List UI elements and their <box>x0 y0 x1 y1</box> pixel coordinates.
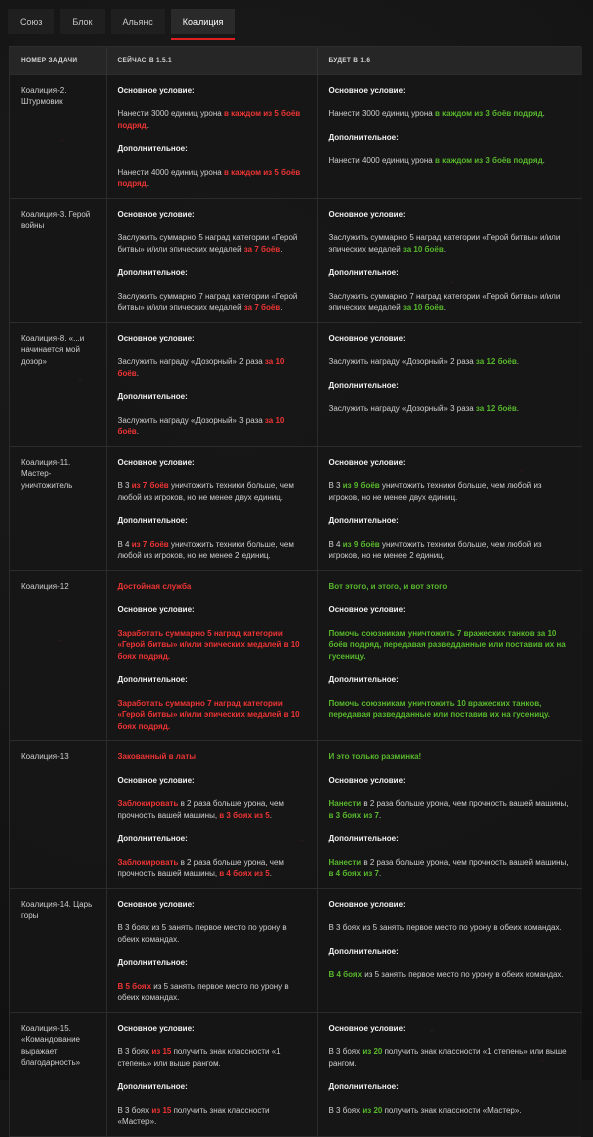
spacer <box>118 821 307 833</box>
condition-text <box>118 981 307 1004</box>
text-segment: Дополнительное: <box>117 958 188 967</box>
spacer <box>329 503 573 515</box>
text-segment: получить знак классности «1 степень» или выше рангом. <box>328 1047 567 1068</box>
task-name: Коалиция-8. «...и начинается мой дозор» <box>10 322 106 446</box>
spacer <box>329 934 573 946</box>
spacer <box>329 368 573 380</box>
spacer <box>329 957 573 969</box>
spacer <box>118 379 307 391</box>
spacer <box>329 821 573 833</box>
task-name: Коалиция-12 <box>10 570 106 741</box>
table-header-row <box>10 47 582 74</box>
text-segment: Дополнительное: <box>117 392 188 401</box>
text-segment: . <box>443 303 446 312</box>
spacer <box>118 344 307 356</box>
condition-text <box>118 922 307 945</box>
text-segment: Основное условие: <box>328 775 406 785</box>
highlight-text: Закованный в латы <box>117 752 197 761</box>
spacer <box>329 1093 573 1105</box>
text-segment: получить знак классности «Мастер». <box>382 1105 522 1115</box>
spacer <box>329 96 573 108</box>
table-row <box>10 322 582 446</box>
condition-text <box>118 857 307 880</box>
condition-label <box>329 946 573 958</box>
spacer <box>329 468 573 480</box>
spacer <box>118 131 307 143</box>
new-conditions <box>317 570 582 741</box>
tab-2[interactable]: Альянс <box>111 9 165 34</box>
highlight-text: Помочь союзникам уничтожить 7 вражеских танков за 10 боёв подряд, передавая разведданные или поставив их на гусеницу. <box>328 628 566 661</box>
text-segment: Дополнительное: <box>328 946 399 956</box>
condition-label <box>329 1081 573 1093</box>
text-segment: Заслужить суммарно 5 наград категории «Герой битвы» и/или эпических медалей <box>117 233 298 254</box>
tab-bar <box>8 9 235 41</box>
highlight-text: за 7 боёв <box>243 303 281 312</box>
text-segment: Заслужить награду «Дозорный» 2 раза <box>328 357 476 366</box>
text-segment: из 5 занять первое место по урону в обеих командах. <box>117 981 289 1002</box>
text-segment: Нанести 3000 единиц урона <box>328 109 435 118</box>
text-segment: Нанести 4000 единиц урона <box>328 156 435 165</box>
condition-label <box>329 775 573 787</box>
text-segment: В 3 боях <box>117 1047 152 1056</box>
text-segment: Заслужить суммарно 7 наград категории «Герой битвы» и/или эпических медалей <box>328 291 561 312</box>
text-segment: Нанести 4000 единиц урона <box>117 167 224 177</box>
text-segment: Основное условие: <box>117 457 195 467</box>
highlight-text: Заблокировать <box>117 799 179 808</box>
spacer <box>118 468 307 480</box>
text-segment: В 4 <box>117 539 132 549</box>
condition-label <box>118 775 307 787</box>
text-segment: Дополнительное: <box>328 1082 399 1091</box>
spacer <box>329 910 573 922</box>
spacer <box>118 503 307 515</box>
spacer <box>118 279 307 291</box>
spacer <box>118 616 307 628</box>
text-segment: В 3 боях из 5 занять первое место по урону в обеих командах. <box>328 923 562 932</box>
condition-text <box>118 232 307 255</box>
tab-0[interactable]: Союз <box>8 9 54 34</box>
highlight-text: В 5 боях <box>117 981 152 991</box>
highlight-text: за 10 боёв <box>402 303 444 312</box>
condition-text <box>118 167 307 190</box>
spacer <box>329 344 573 356</box>
condition-label <box>118 143 307 155</box>
spacer <box>118 786 307 798</box>
spacer <box>118 527 307 539</box>
condition-label <box>329 209 573 221</box>
condition-label <box>329 85 573 97</box>
spacer <box>118 969 307 981</box>
text-segment: Основное условие: <box>117 605 195 614</box>
spacer <box>329 592 573 604</box>
current-conditions <box>106 198 317 322</box>
condition-label <box>329 674 573 686</box>
highlight-text: в 3 боях из 5 <box>219 810 270 820</box>
new-conditions <box>317 1012 582 1136</box>
text-segment: В 3 боях <box>328 1047 363 1056</box>
condition-text <box>118 581 307 593</box>
condition-label <box>118 1081 307 1093</box>
table-row <box>10 1012 582 1136</box>
condition-text <box>118 291 307 314</box>
highlight-text: в 4 боях из 7 <box>328 869 379 878</box>
header-now: СЕЙЧАС В 1.5.1 <box>106 47 317 74</box>
condition-text <box>329 403 573 415</box>
condition-text <box>118 1105 307 1128</box>
condition-label <box>118 604 307 616</box>
highlight-text: в каждом из 3 боёв подряд <box>434 156 543 165</box>
text-segment: из 5 занять первое место по урону в обеих командах. <box>362 970 564 979</box>
condition-label <box>118 1023 307 1035</box>
text-segment: в 2 раза больше урона, чем прочность вашей машины, <box>361 799 569 808</box>
spacer <box>329 1069 573 1081</box>
text-segment: Основное условие: <box>117 899 195 909</box>
spacer <box>329 143 573 155</box>
spacer <box>329 1034 573 1046</box>
text-segment: получить знак классности «Мастер». <box>117 1105 270 1126</box>
text-segment: Дополнительное: <box>117 675 188 684</box>
condition-text <box>329 232 573 255</box>
text-segment: получить знак классности «1 степень» или выше рангом. <box>117 1047 281 1068</box>
highlight-text: из 20 <box>362 1105 383 1115</box>
condition-text <box>329 108 573 120</box>
text-segment: Основное условие: <box>328 605 406 614</box>
spacer <box>329 391 573 403</box>
text-segment: . <box>516 404 520 413</box>
highlight-text: за 12 боёв <box>475 357 517 366</box>
spacer <box>118 592 307 604</box>
text-segment: уничтожить техники больше, чем любой из игроков, но не менее двух единиц. <box>328 481 542 502</box>
text-segment: Заслужить суммарно 7 наград категории «Герой битвы» и/или эпических медалей <box>117 291 298 312</box>
condition-label <box>118 209 307 221</box>
condition-text <box>329 581 573 593</box>
highlight-text: Заблокировать <box>117 857 179 867</box>
text-segment: . <box>136 368 139 378</box>
current-conditions <box>106 570 317 741</box>
condition-text <box>118 698 307 733</box>
spacer <box>118 220 307 232</box>
highlight-text: Нанести <box>328 799 362 808</box>
table-row <box>10 888 582 1012</box>
spacer <box>118 155 307 167</box>
current-conditions <box>106 322 317 446</box>
condition-text <box>329 751 573 763</box>
condition-text <box>329 922 573 934</box>
condition-label <box>118 457 307 469</box>
condition-label <box>118 267 307 279</box>
text-segment: Основное условие: <box>328 899 406 909</box>
highlight-text: в 3 боях из 7 <box>328 810 379 820</box>
tab-3[interactable]: Коалиция <box>171 9 236 34</box>
text-segment: Дополнительное: <box>117 144 188 153</box>
condition-label <box>329 457 573 469</box>
text-segment: В 4 <box>328 539 343 549</box>
new-conditions <box>317 198 582 322</box>
condition-text <box>118 628 307 663</box>
highlight-text: из 7 боёв <box>131 539 169 549</box>
condition-label <box>118 391 307 403</box>
condition-text <box>329 698 573 721</box>
text-segment: Основное условие: <box>117 209 195 219</box>
spacer <box>118 763 307 775</box>
text-segment: . <box>542 156 545 165</box>
current-conditions <box>106 446 317 570</box>
table-row <box>10 446 582 570</box>
text-segment: Дополнительное: <box>328 380 399 390</box>
current-conditions <box>106 1012 317 1136</box>
text-segment: уничтожить техники больше, чем любой из игроков, но не менее 2 единиц. <box>117 539 294 560</box>
text-segment: Дополнительное: <box>328 132 399 142</box>
condition-text <box>118 356 307 379</box>
text-segment: . <box>269 869 272 878</box>
table-row <box>10 741 582 889</box>
text-segment: Основное условие: <box>328 333 406 343</box>
spacer <box>118 686 307 698</box>
spacer <box>118 845 307 857</box>
text-segment: Заслужить награду «Дозорный» 2 раза <box>117 357 265 366</box>
highlight-text: Заработать суммарно 7 наград категории «Герой битвы» и/или эпических медалей в 10 боях подряд. <box>117 698 300 731</box>
condition-label <box>329 333 573 345</box>
task-name: Коалиция-13 <box>10 741 106 889</box>
highlight-text: Вот этого, и этого, и вот этого <box>328 581 448 591</box>
table-row <box>10 570 582 741</box>
text-segment: . <box>269 810 272 820</box>
text-segment: уничтожить техники больше, чем любой из игроков, но не менее 2 единиц. <box>328 539 542 560</box>
text-segment: Дополнительное: <box>117 834 188 843</box>
new-conditions <box>317 74 582 198</box>
condition-label <box>329 132 573 144</box>
highlight-text: за 10 боёв <box>402 244 444 254</box>
condition-text <box>329 480 573 503</box>
new-conditions <box>317 888 582 1012</box>
condition-text <box>329 1046 573 1069</box>
text-segment: В 3 <box>117 481 132 490</box>
highlight-text: из 15 <box>151 1047 172 1056</box>
highlight-text: в каждом из 5 боёв подряд <box>117 167 301 188</box>
condition-label <box>329 380 573 392</box>
task-name: Коалиция-2. Штурмовик <box>10 74 106 198</box>
condition-text <box>329 798 573 821</box>
text-segment: В 3 <box>328 481 343 490</box>
text-segment: В 3 боях из 5 занять первое место по урону в обеих командах. <box>117 923 287 944</box>
changes-table <box>9 46 581 1137</box>
text-segment: Дополнительное: <box>328 268 399 277</box>
spacer <box>329 120 573 132</box>
condition-text <box>118 751 307 763</box>
text-segment: Дополнительное: <box>117 268 188 277</box>
highlight-text: из 7 боёв <box>131 481 169 490</box>
condition-label <box>329 515 573 527</box>
text-segment: в 2 раза больше урона, чем прочность вашей машины, <box>361 857 569 867</box>
task-name: Коалиция-3. Герой войны <box>10 198 106 322</box>
text-segment: . <box>542 109 545 118</box>
text-segment: В 3 боях <box>328 1105 363 1115</box>
highlight-text: И это только разминка! <box>328 752 422 761</box>
text-segment: . <box>280 244 283 254</box>
text-segment: . <box>146 179 149 188</box>
text-segment: Основное условие: <box>328 209 406 219</box>
highlight-text: Заработать суммарно 5 наград категории «Герой битвы» и/или эпических медалей в 10 боях подряд. <box>117 628 300 661</box>
condition-text <box>118 1046 307 1069</box>
text-segment: . <box>443 244 446 254</box>
text-segment: В 3 боях <box>117 1105 152 1115</box>
condition-label <box>118 515 307 527</box>
text-segment: . <box>378 869 382 878</box>
condition-text <box>329 857 573 880</box>
condition-label <box>329 1023 573 1035</box>
condition-text <box>329 291 573 314</box>
text-segment: . <box>516 357 520 366</box>
spacer <box>118 1034 307 1046</box>
condition-label <box>329 604 573 616</box>
highlight-text: за 10 боёв <box>117 415 285 436</box>
highlight-text: в 4 боях из 5 <box>219 869 270 878</box>
condition-label <box>118 85 307 97</box>
task-name: Коалиция-11. Мастер-уничтожитель <box>10 446 106 570</box>
highlight-text: Нанести <box>328 857 362 867</box>
spacer <box>118 945 307 957</box>
spacer <box>118 910 307 922</box>
text-segment: уничтожить техники больше, чем любой из игроков, но не менее двух единиц. <box>117 481 294 502</box>
condition-text <box>118 798 307 821</box>
condition-label <box>329 899 573 911</box>
task-name: Коалиция-14. Царь горы <box>10 888 106 1012</box>
condition-text <box>118 480 307 503</box>
text-segment: Основное условие: <box>328 1023 406 1033</box>
text-segment: Основное условие: <box>328 457 406 467</box>
condition-text <box>329 628 573 663</box>
spacer <box>118 255 307 267</box>
highlight-text: из 9 боёв <box>342 539 380 549</box>
text-segment: Основное условие: <box>328 85 406 95</box>
text-segment: . <box>146 120 149 130</box>
text-segment: Основное условие: <box>117 775 195 785</box>
text-segment: . <box>280 303 283 312</box>
spacer <box>329 686 573 698</box>
text-segment: Заслужить суммарно 5 наград категории «Герой битвы» и/или эпических медалей <box>328 233 561 254</box>
spacer <box>329 786 573 798</box>
table-row <box>10 198 582 322</box>
text-segment: в 2 раза больше урона, чем прочность вашей машины, <box>117 857 284 878</box>
text-segment: . <box>378 810 382 820</box>
condition-label <box>329 833 573 845</box>
new-conditions <box>317 446 582 570</box>
condition-text <box>329 155 573 167</box>
condition-label <box>329 267 573 279</box>
highlight-text: за 12 боёв <box>475 404 517 413</box>
condition-text <box>329 1105 573 1117</box>
current-conditions <box>106 888 317 1012</box>
text-segment: Заслужить награду «Дозорный» 3 раза <box>328 404 476 413</box>
condition-text <box>118 415 307 438</box>
text-segment: Дополнительное: <box>117 1082 188 1091</box>
text-segment: Дополнительное: <box>328 675 399 684</box>
highlight-text: из 20 <box>362 1047 383 1056</box>
current-conditions <box>106 741 317 889</box>
tab-1[interactable]: Блок <box>60 9 104 34</box>
text-segment: Основное условие: <box>117 85 195 95</box>
text-segment: Дополнительное: <box>328 516 399 525</box>
condition-label <box>118 833 307 845</box>
spacer <box>329 662 573 674</box>
highlight-text: Помочь союзникам уничтожить 10 вражеских танков, передавая разведданные или поставив их на гусеницу. <box>328 698 550 719</box>
spacer <box>329 763 573 775</box>
condition-label <box>118 899 307 911</box>
spacer <box>329 527 573 539</box>
text-segment: Нанести 3000 единиц урона <box>117 109 224 118</box>
spacer <box>118 96 307 108</box>
condition-label <box>118 333 307 345</box>
spacer <box>329 279 573 291</box>
text-segment: в 2 раза больше урона, чем прочность вашей машины, <box>117 799 284 820</box>
highlight-text: в каждом из 3 боёв подряд <box>434 109 543 118</box>
new-conditions <box>317 322 582 446</box>
spacer <box>329 845 573 857</box>
condition-text <box>118 539 307 562</box>
condition-text <box>329 356 573 368</box>
new-conditions <box>317 741 582 889</box>
text-segment: Основное условие: <box>117 333 195 343</box>
text-segment: Заслужить награду «Дозорный» 3 раза <box>117 415 265 425</box>
highlight-text: из 9 боёв <box>342 481 380 490</box>
condition-label <box>118 674 307 686</box>
spacer <box>118 1069 307 1081</box>
text-segment: Дополнительное: <box>328 834 399 843</box>
table-row <box>10 74 582 198</box>
text-segment: . <box>136 427 139 436</box>
highlight-text: из 15 <box>151 1105 172 1115</box>
highlight-text: за 10 боёв <box>117 357 285 378</box>
spacer <box>329 255 573 267</box>
condition-label <box>118 957 307 969</box>
spacer <box>118 662 307 674</box>
highlight-text: за 7 боёв <box>243 244 281 254</box>
condition-text <box>329 969 573 981</box>
condition-text <box>329 539 573 562</box>
condition-text <box>118 108 307 131</box>
highlight-text: Достойная служба <box>117 581 192 591</box>
spacer <box>118 1093 307 1105</box>
current-conditions <box>106 74 317 198</box>
highlight-text: в каждом из 5 боёв подряд <box>117 109 301 130</box>
header-next: БУДЕТ В 1.6 <box>317 47 582 74</box>
spacer <box>329 220 573 232</box>
text-segment: Дополнительное: <box>117 516 188 525</box>
spacer <box>329 616 573 628</box>
text-segment: Основное условие: <box>117 1023 195 1033</box>
header-task: НОМЕР ЗАДАЧИ <box>10 47 106 74</box>
highlight-text: В 4 боях <box>328 970 363 979</box>
task-name: Коалиция-15. «Командование выражает благодарность» <box>10 1012 106 1136</box>
spacer <box>118 403 307 415</box>
